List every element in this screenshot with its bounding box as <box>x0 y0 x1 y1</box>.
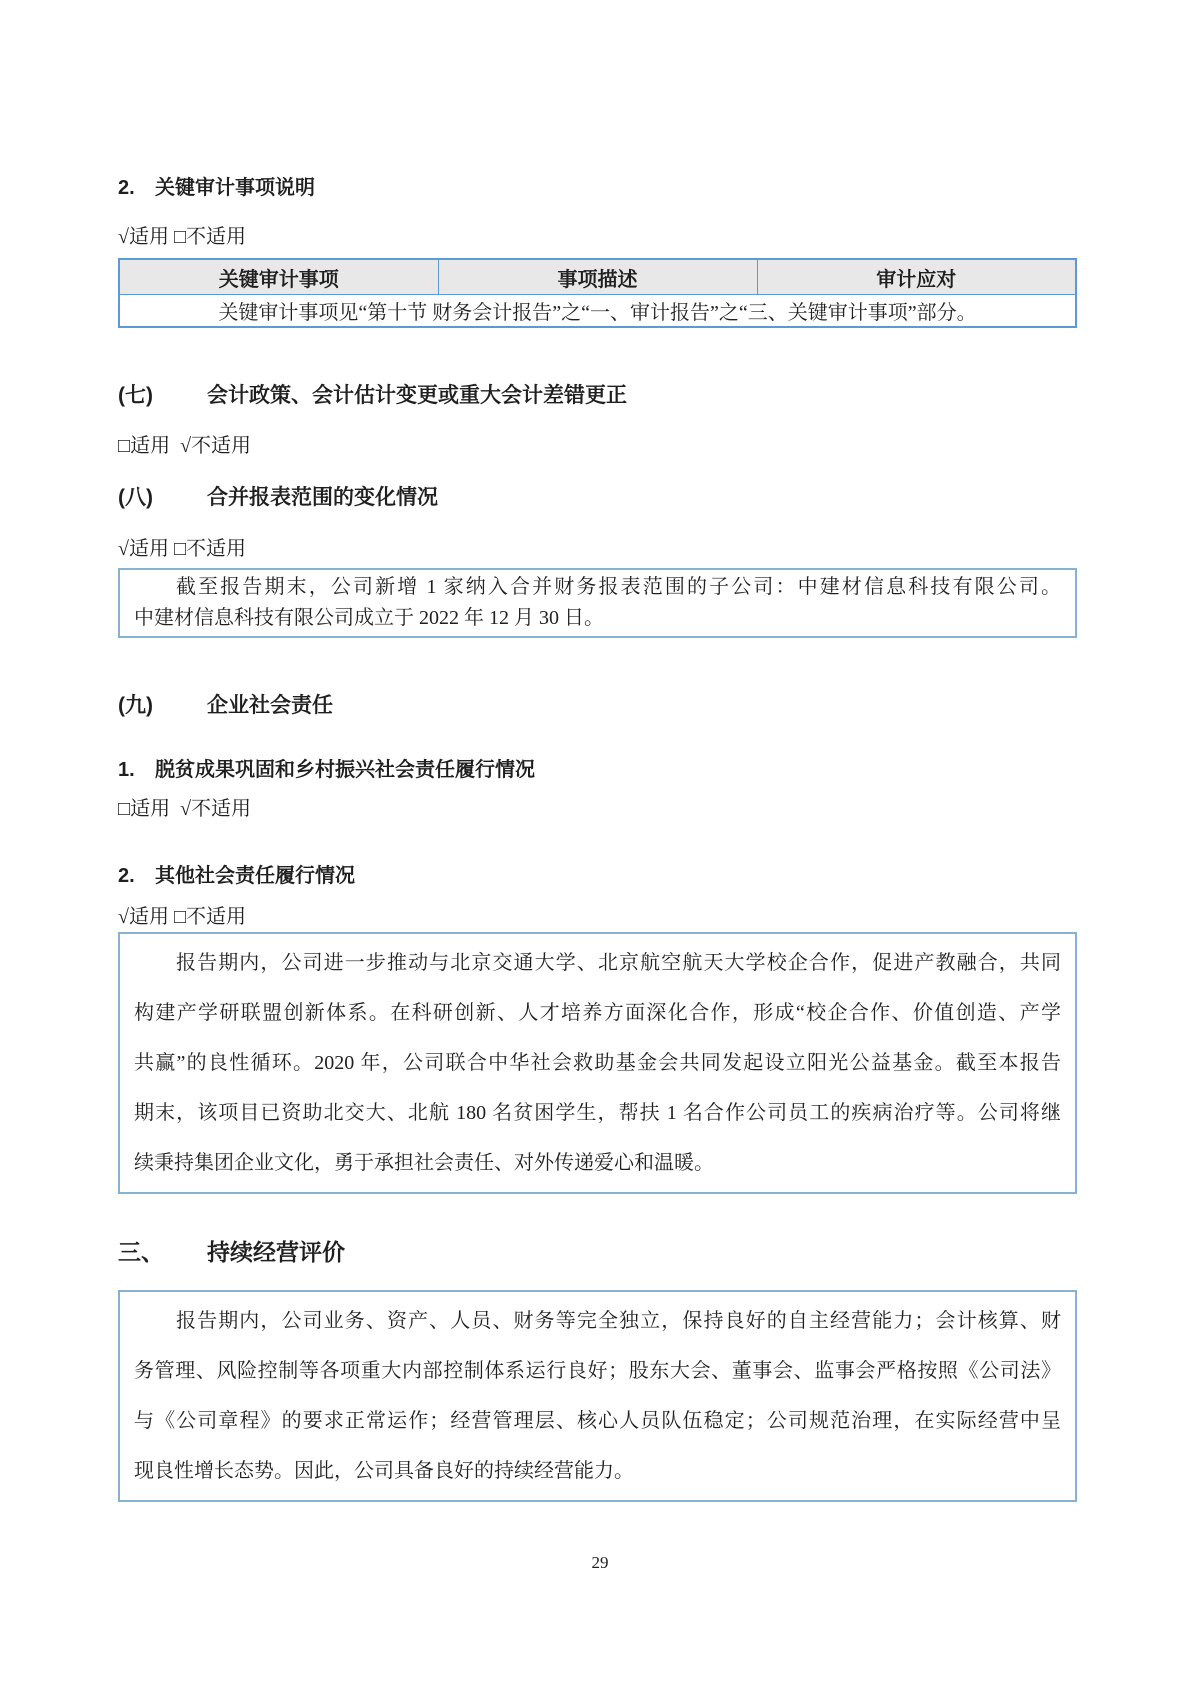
heading-title: 会计政策、会计估计变更或重大会计差错更正 <box>207 384 627 407</box>
heading-going-concern-evaluation <box>118 1238 1077 1266</box>
applicability-accounting-policy: □适用 √不适用 <box>118 435 252 457</box>
heading-key-audit-matters <box>118 176 1077 200</box>
consolidation-scope-text-box <box>118 568 1077 638</box>
table-header-row <box>119 259 1076 295</box>
heading-title: 持续经营评价 <box>207 1239 345 1265</box>
text-line: 与《公司章程》的要求正常运作；经营管理层、核心人员队伍稳定；公司规范治理，在实际经营中呈 <box>134 1410 1061 1432</box>
heading-number: 2. <box>118 865 135 887</box>
text-line: 中建材信息科技有限公司成立于 2022 年 12 月 30 日。 <box>134 607 604 629</box>
text-line: 共赢”的良性循环。2020 年，公司联合中华社会救助基金会共同发起设立阳光公益基金。截至本报告 <box>134 1052 1061 1074</box>
going-concern-text-box <box>118 1290 1077 1502</box>
applicability-key-audit: √适用 □不适用 <box>118 226 247 248</box>
col-header-key-audit-matter: 关键审计事项 <box>119 259 438 295</box>
heading-consolidation-scope-change <box>118 486 1077 510</box>
text-line: 报告期内，公司进一步推动与北京交通大学、北京航空航天大学校企合作，促进产教融合，共同 <box>176 952 1061 974</box>
text-line: 截至报告期末，公司新增 1 家纳入合并财务报表范围的子公司：中建材信息科技有限公司。 <box>176 576 1061 598</box>
key-audit-matters-table <box>118 258 1077 328</box>
heading-number: (九) <box>118 694 153 717</box>
heading-number: (七) <box>118 384 153 407</box>
heading-number: (八) <box>118 486 153 509</box>
col-header-matter-description: 事项描述 <box>438 259 757 295</box>
heading-title: 企业社会责任 <box>207 694 333 717</box>
heading-other-social-responsibility <box>118 864 1077 888</box>
table-row <box>119 295 1076 328</box>
text-line: 构建产学研联盟创新体系。在科研创新、人才培养方面深化合作，形成“校企合作、价值创造、产学 <box>134 1002 1061 1024</box>
heading-title: 合并报表范围的变化情况 <box>207 486 438 509</box>
heading-corporate-social-responsibility <box>118 694 1077 718</box>
heading-title: 关键审计事项说明 <box>155 177 315 199</box>
social-responsibility-text-box <box>118 932 1077 1194</box>
heading-number: 1. <box>118 759 135 781</box>
heading-title: 脱贫成果巩固和乡村振兴社会责任履行情况 <box>155 759 535 781</box>
col-header-audit-response: 审计应对 <box>757 259 1076 295</box>
text-line: 期末，该项目已资助北交大、北航 180 名贫困学生，帮扶 1 名合作公司员工的疾病治疗等。公司将继 <box>134 1102 1061 1124</box>
applicability-consolidation-scope: √适用 □不适用 <box>118 538 247 560</box>
heading-poverty-alleviation <box>118 758 1077 782</box>
page-number: 29 <box>591 1553 609 1572</box>
page-content <box>118 0 1077 1502</box>
heading-number: 三、 <box>118 1239 164 1265</box>
text-line: 报告期内，公司业务、资产、人员、财务等完全独立，保持良好的自主经营能力；会计核算、财 <box>176 1310 1061 1332</box>
heading-number: 2. <box>118 177 135 199</box>
text-line: 续秉持集团企业文化，勇于承担社会责任、对外传递爱心和温暖。 <box>134 1152 714 1174</box>
heading-accounting-policy-changes <box>118 384 1077 408</box>
table-merged-cell: 关键审计事项见“第十节 财务会计报告”之“一、审计报告”之“三、关键审计事项”部分。 <box>119 295 1076 328</box>
applicability-other-social-responsibility: √适用 □不适用 <box>118 906 247 928</box>
text-line: 务管理、风险控制等各项重大内部控制体系运行良好；股东大会、董事会、监事会严格按照《公司法》 <box>134 1360 1061 1382</box>
applicability-poverty-alleviation: □适用 √不适用 <box>118 798 252 820</box>
heading-title: 其他社会责任履行情况 <box>155 865 355 887</box>
text-line: 现良性增长态势。因此，公司具备良好的持续经营能力。 <box>134 1460 634 1482</box>
